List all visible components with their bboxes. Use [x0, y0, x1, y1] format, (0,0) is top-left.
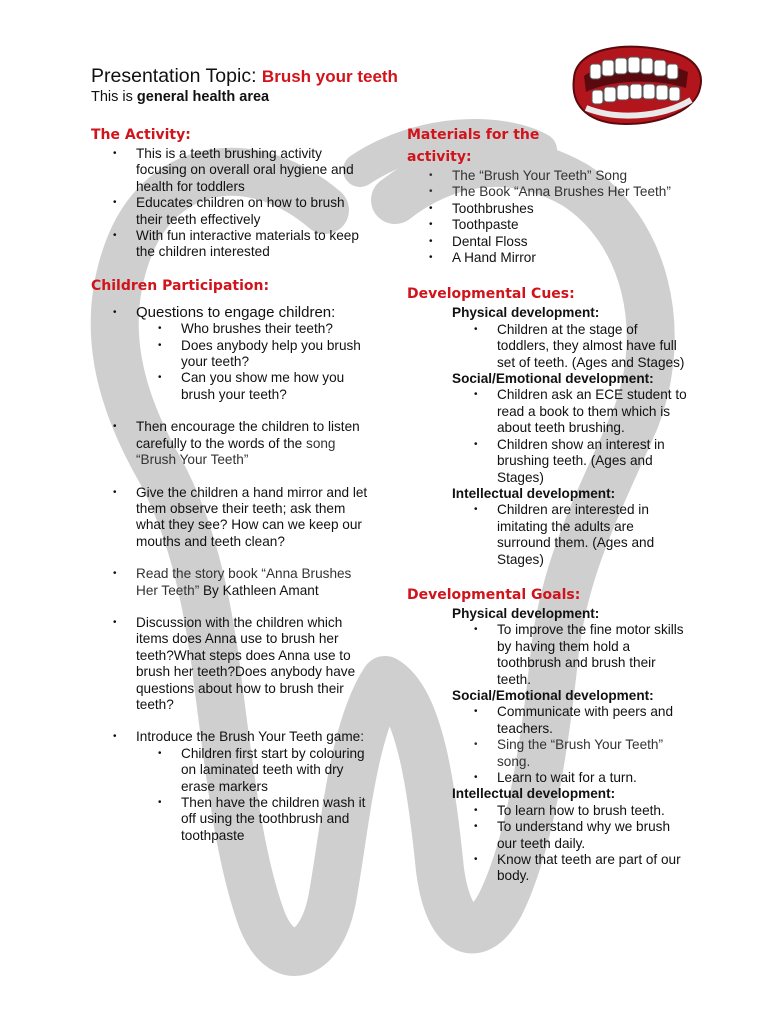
list-item: • Toothpaste — [407, 217, 687, 233]
list-item: • Learn to wait for a turn. — [452, 770, 687, 786]
story-title: Read the story book “Anna Brushes Her Teeth” — [136, 566, 352, 598]
list-item: • To understand why we brush our teeth daily. — [452, 819, 687, 852]
goals-physical-label: Physical development: — [452, 605, 600, 621]
story-step — [91, 566, 371, 599]
list-item — [91, 729, 371, 844]
participation-list — [91, 305, 371, 403]
cues-intellectual-list — [452, 502, 687, 568]
list-item: • This is a teeth brushing activity focusing on overall oral hygiene and health for toddlers — [91, 146, 371, 195]
question-item: • Does anybody help you brush your teeth? — [136, 338, 371, 371]
list-item: • Discussion with the children which items does Anna use to brush her teeth?What steps does Anna use to brush her teeth?Does anybody have questions about how to brush their teeth? — [91, 615, 371, 713]
game-step-item: • Children first start by colouring on laminated teeth with dry erase markers — [136, 746, 371, 795]
game-intro: Introduce the Brush Your Teeth game: — [136, 729, 364, 745]
game-steps-list — [136, 746, 371, 844]
goals-intellectual-label: Intellectual development: — [452, 786, 616, 802]
list-item — [91, 305, 371, 403]
goals-heading: Developmental Goals: — [407, 586, 581, 603]
subtitle-area: general health area — [136, 89, 270, 105]
encourage-text: Then encourage the children to listen carefully to the words of the — [136, 419, 360, 451]
list-item: • To learn how to brush teeth. — [452, 803, 687, 819]
cues-heading: Developmental Cues: — [407, 286, 575, 303]
list-item: • Children are interested in imitating the adults are surround them. (Ages and Stages) — [452, 502, 687, 568]
left-column — [91, 124, 371, 844]
materials-list — [407, 168, 687, 266]
list-item: • To improve the fine motor skills by having them hold a toothbrush and brush their teeth. — [452, 622, 687, 688]
goals-social-label: Social/Emotional development: — [452, 687, 654, 703]
list-item: • Give the children a hand mirror and let them observe their teeth; ask them what they see? How can we keep our mouths and teeth clean? — [91, 485, 371, 551]
list-item: • With fun interactive materials to keep the children interested — [91, 228, 371, 261]
song-reference: song “Brush Your Teeth” — [136, 435, 336, 468]
list-item: • Communicate with peers and teachers. — [452, 704, 687, 737]
activity-list — [91, 146, 371, 261]
list-item: • Know that teeth are part of our body. — [452, 852, 687, 885]
list-item: • A Hand Mirror — [407, 250, 687, 266]
goals-intellectual-list — [452, 803, 687, 885]
mirror-step — [91, 485, 371, 551]
cues-social-label: Social/Emotional development: — [452, 371, 654, 387]
participation-heading: Children Participation: — [91, 277, 270, 294]
activity-heading: The Activity: — [91, 127, 191, 143]
discussion-step — [91, 615, 371, 713]
list-item: • The “Brush Your Teeth” Song — [407, 168, 687, 184]
questions-intro: Questions to engage children: — [136, 303, 336, 321]
list-item: • The Book “Anna Brushes Her Teeth” — [407, 184, 687, 200]
chattering-teeth-illustration — [566, 38, 706, 130]
materials-heading: Materials for the activity: — [407, 127, 540, 165]
game-step — [91, 729, 371, 844]
title-block — [91, 64, 398, 106]
list-item: • Sing the “Brush Your Teeth” song. — [452, 737, 687, 770]
cues-physical-list — [452, 322, 687, 371]
goals-social-list — [452, 704, 687, 786]
page-subtitle — [91, 89, 398, 106]
cues-intellectual-label: Intellectual development: — [452, 485, 616, 501]
game-step-item: • Then have the children wash it off using the toothbrush and toothpaste — [136, 795, 371, 844]
cues-physical-label: Physical development: — [452, 305, 600, 321]
list-item: • Children at the stage of toddlers, they almost have full set of teeth. (Ages and Stages) — [452, 322, 687, 371]
story-author: By Kathleen Amant — [199, 582, 319, 598]
list-item: • Children ask an ECE student to read a book to them which is about teeth brushing. — [452, 387, 687, 436]
title-topic: Brush your teeth — [261, 67, 398, 86]
question-item: • Can you show me how you brush your teeth? — [136, 370, 371, 403]
title-prefix: Presentation Topic: — [91, 65, 262, 87]
subtitle-prefix: This is — [91, 89, 137, 105]
goals-physical-list — [452, 622, 687, 688]
list-item — [91, 566, 371, 599]
participation-steps — [91, 419, 371, 468]
right-column — [407, 124, 687, 885]
question-item: • Who brushes their teeth? — [136, 321, 371, 337]
list-item: • Educates children on how to brush their teeth effectively — [91, 195, 371, 228]
page-title — [91, 64, 398, 89]
cues-social-list — [452, 387, 687, 485]
list-item: • Children show an interest in brushing teeth. (Ages and Stages) — [452, 437, 687, 486]
list-item: • Toothbrushes — [407, 201, 687, 217]
list-item — [91, 419, 371, 468]
list-item: • Dental Floss — [407, 234, 687, 250]
questions-list — [136, 321, 371, 403]
